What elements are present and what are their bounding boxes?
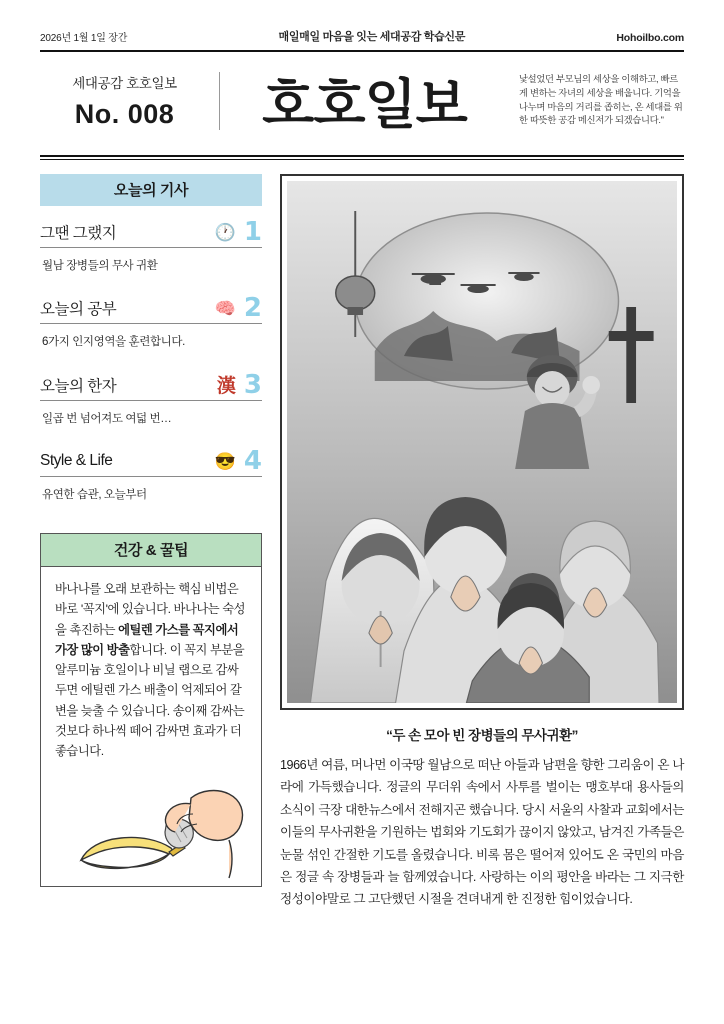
photo-caption: “두 손 모아 빈 장병들의 무사귀환” xyxy=(386,728,578,743)
masthead-blurb: 낯설었던 부모님의 세상을 이해하고, 빠르게 변하는 자녀의 세상을 배웁니다. 기억을 나누며 마음의 거리를 좁히는, 온 세대를 위한 따뜻한 공감 메신저가 되겠습니다." xyxy=(519,74,683,126)
index-entry-desc: 월남 장병들의 무사 귀환 xyxy=(42,260,158,272)
banana-illustration xyxy=(41,768,261,886)
tip-paragraph-1: 바나나를 오래 보관하는 핵심 비법은 바로 '꼭지'에 있습니다. 바나나는 숙성을 촉진하는 xyxy=(55,582,246,637)
hanja-icon: 漢 xyxy=(216,376,236,397)
article-body: 1966년 여름, 머나먼 이국땅 월남으로 떠난 아들과 남편을 향한 그리움이 온 나라에 가득했습니다. 정글의 무더위 속에서 사투를 벌이는 맹호부대 용사들의 소식이 극장 대한뉴스에서 전해지곤 했습니다. 당시 서울의 사찰과 교회에서는 이들의 무사귀환을 기원하는 법회와 기도회가 끊이지 않았고, 남겨진 가족들은 눈물 섞인 간절한 기도를 올렸습니다. 비록 몸은 떨어져 있어도 온 국민의 마음은 정글 속 장병들과 늘 함께였습니다. 사랑하는 이의 평안을 바라는 그 지극한 정성이야말로 그 고단했던 시절을 견뎌내게 한 진정한 힘이었습니다. xyxy=(280,758,684,907)
right-column xyxy=(280,174,684,911)
tip-text xyxy=(41,567,261,768)
tip-paragraph-2: 합니다. 이 꼭지 부분을 알루미늄 호일이나 비닐 랩으로 감싸두면 에틸렌 가스 배출이 억제되어 갈변을 늦출 수 있습니다. 송이째 감싸는 것보다 하나씩 떼어 감싸면 효과가 더 좋습니다. xyxy=(55,642,245,759)
index-entry-meta xyxy=(217,371,262,398)
index-entry-number: 4 xyxy=(243,446,262,476)
index-entry-head xyxy=(40,295,262,321)
index-entry-head xyxy=(40,448,262,474)
index-entry-head xyxy=(40,219,262,245)
masthead-divider-thin xyxy=(40,159,684,160)
tip-bold-phrase: 에틸렌 가스를 꼭지에서 가장 많이 방출 xyxy=(55,622,239,657)
brain-icon: 🧠 xyxy=(214,298,236,318)
index-entry-number: 1 xyxy=(243,217,262,247)
index-entry-title: 오늘의 한자 xyxy=(40,377,117,395)
masthead-left xyxy=(40,72,220,130)
index-entry-meta xyxy=(215,448,262,474)
list-item[interactable] xyxy=(40,282,262,324)
section-header-today: 오늘의 기사 xyxy=(40,174,262,206)
index-entry-title: 그땐 그랬지 xyxy=(40,225,117,242)
website-url: Hohoilbo.com xyxy=(616,32,684,44)
index-entry-desc: 6가지 인지영역을 훈련합니다. xyxy=(42,336,185,348)
index-entry-title: Style & Life xyxy=(40,452,113,469)
issue-date: 2026년 1월 1일 장간 xyxy=(40,33,128,44)
section-header-tip: 건강 & 꿀팁 xyxy=(41,534,261,567)
index-entry-desc: 일곱 번 넘어져도 여덟 번… xyxy=(42,413,172,425)
issue-number: No. 008 xyxy=(74,98,175,129)
clock-icon: 🕐 xyxy=(214,222,236,242)
masthead-divider xyxy=(40,155,684,157)
masthead-center xyxy=(220,62,509,139)
top-bar xyxy=(40,28,684,50)
sunglasses-face-icon: 😎 xyxy=(214,451,236,471)
page-title: 호호일보 xyxy=(262,73,467,136)
feature-photo-frame xyxy=(280,174,684,710)
index-entry-number: 2 xyxy=(243,293,262,323)
index-entry-desc: 유연한 습관, 오늘부터 xyxy=(42,489,147,501)
index-entry-number: 3 xyxy=(243,369,262,400)
masthead xyxy=(40,52,684,153)
list-item[interactable] xyxy=(40,435,262,477)
masthead-slogan: 매일매일 마음을 잇는 세대공감 학습신문 xyxy=(278,31,466,43)
index-entry-meta xyxy=(215,219,262,245)
index-entry-head xyxy=(40,371,262,398)
list-item[interactable] xyxy=(40,358,262,401)
health-tip-box xyxy=(40,533,262,887)
index-entry-title: 오늘의 공부 xyxy=(40,301,117,318)
feature-illustration xyxy=(287,181,677,703)
index-entry-meta xyxy=(215,295,262,321)
list-item[interactable] xyxy=(40,206,262,248)
content-area xyxy=(40,174,684,911)
masthead-subtitle: 세대공감 호호일보 xyxy=(72,75,177,91)
left-column xyxy=(40,174,262,911)
